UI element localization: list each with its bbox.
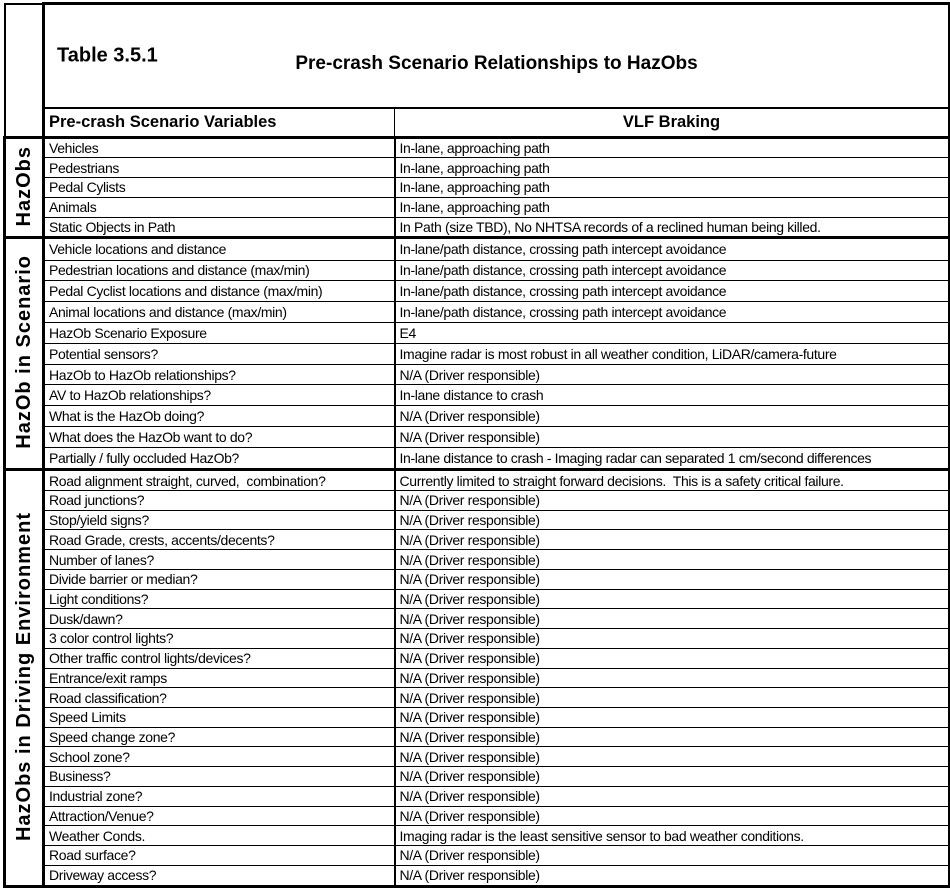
variable-cell: Pedestrians	[44, 158, 395, 178]
value-cell: In-lane/path distance, crossing path intercept avoidance	[395, 302, 950, 323]
value-cell: Imagine radar is most robust in all weather condition, LiDAR/camera-future	[395, 343, 950, 364]
value-cell: N/A (Driver responsible)	[395, 491, 950, 511]
variable-cell: Weather Conds.	[44, 826, 395, 846]
value-cell: N/A (Driver responsible)	[395, 609, 950, 629]
table-row	[5, 385, 950, 406]
table-row	[5, 747, 950, 767]
variable-cell: Animal locations and distance (max/min)	[44, 302, 395, 323]
variable-cell: Road Grade, crests, accents/decents?	[44, 530, 395, 550]
table-row	[5, 609, 950, 629]
value-cell: In-lane distance to crash - Imaging radar can separated 1 cm/second differences	[395, 447, 950, 469]
group-label-hazobs-in-driving-environment	[5, 470, 44, 887]
column-header-variables: Pre-crash Scenario Variables	[44, 108, 395, 137]
value-cell: In-lane, approaching path	[395, 137, 950, 158]
value-cell: N/A (Driver responsible)	[395, 629, 950, 649]
variable-cell: Driveway access?	[44, 865, 395, 886]
value-cell: N/A (Driver responsible)	[395, 727, 950, 747]
table-number-label: Table 3.5.1	[57, 44, 158, 67]
value-cell: N/A (Driver responsible)	[395, 406, 950, 427]
group-label-hazobs	[5, 137, 44, 238]
variable-cell: Stop/yield signs?	[44, 510, 395, 530]
table-row	[5, 510, 950, 530]
value-cell: N/A (Driver responsible)	[395, 530, 950, 550]
corner-spacer-cell	[5, 4, 44, 138]
variable-cell: Speed change zone?	[44, 727, 395, 747]
table-row	[5, 629, 950, 649]
value-cell: In-lane, approaching path	[395, 197, 950, 217]
table-body	[5, 4, 950, 887]
table-row	[5, 217, 950, 238]
variable-cell: Number of lanes?	[44, 550, 395, 570]
variable-cell: HazOb Scenario Exposure	[44, 322, 395, 343]
variable-cell: Light conditions?	[44, 589, 395, 609]
column-header-vlf-braking: VLF Braking	[395, 108, 950, 137]
precrash-table	[3, 2, 950, 888]
table-row	[5, 447, 950, 469]
value-cell: N/A (Driver responsible)	[395, 845, 950, 865]
value-cell: E4	[395, 322, 950, 343]
table-row	[5, 767, 950, 787]
value-cell: N/A (Driver responsible)	[395, 767, 950, 787]
value-cell: N/A (Driver responsible)	[395, 589, 950, 609]
variable-cell: HazOb to HazOb relationships?	[44, 364, 395, 385]
value-cell: Currently limited to straight forward decisions. This is a safety critical failure.	[395, 470, 950, 491]
group-label-text: HazObs	[13, 145, 35, 227]
value-cell: In-lane/path distance, crossing path intercept avoidance	[395, 260, 950, 281]
variable-cell: Static Objects in Path	[44, 217, 395, 238]
group-label-text: HazObs in Driving Environment	[13, 512, 35, 842]
variable-cell: What is the HazOb doing?	[44, 406, 395, 427]
title-cell	[44, 4, 950, 109]
variable-cell: Vehicle locations and distance	[44, 238, 395, 260]
table-row	[5, 648, 950, 668]
table-row	[5, 786, 950, 806]
table-row	[5, 406, 950, 427]
table-row	[5, 806, 950, 826]
table-row	[5, 137, 950, 158]
variable-cell: 3 color control lights?	[44, 629, 395, 649]
value-cell: In-lane/path distance, crossing path intercept avoidance	[395, 281, 950, 302]
table-row	[5, 427, 950, 448]
variable-cell: School zone?	[44, 747, 395, 767]
table-row	[5, 343, 950, 364]
table-row	[5, 470, 950, 491]
variable-cell: Pedestrian locations and distance (max/min)	[44, 260, 395, 281]
variable-cell: What does the HazOb want to do?	[44, 427, 395, 448]
table-row	[5, 260, 950, 281]
table-row	[5, 178, 950, 198]
value-cell: N/A (Driver responsible)	[395, 806, 950, 826]
variable-cell: AV to HazOb relationships?	[44, 385, 395, 406]
variable-cell: Divide barrier or median?	[44, 569, 395, 589]
table-row	[5, 589, 950, 609]
variable-cell: Pedal Cyclist locations and distance (max/min)	[44, 281, 395, 302]
table-row	[5, 281, 950, 302]
value-cell: N/A (Driver responsible)	[395, 550, 950, 570]
table-row	[5, 727, 950, 747]
variable-cell: Partially / fully occluded HazOb?	[44, 447, 395, 469]
table-row	[5, 688, 950, 708]
value-cell: N/A (Driver responsible)	[395, 688, 950, 708]
variable-cell: Road junctions?	[44, 491, 395, 511]
variable-cell: Road surface?	[44, 845, 395, 865]
table-row	[5, 238, 950, 260]
table-row	[5, 491, 950, 511]
variable-cell: Speed Limits	[44, 707, 395, 727]
value-cell: In-lane, approaching path	[395, 178, 950, 198]
value-cell: In-lane distance to crash	[395, 385, 950, 406]
table-row	[5, 322, 950, 343]
variable-cell: Road alignment straight, curved, combination?	[44, 470, 395, 491]
group-label-text: HazOb in Scenario	[13, 255, 35, 450]
variable-cell: Pedal Cylists	[44, 178, 395, 198]
value-cell: N/A (Driver responsible)	[395, 786, 950, 806]
table-title: Pre-crash Scenario Relationships to HazObs	[295, 53, 698, 74]
table-row	[5, 826, 950, 846]
table-row	[5, 302, 950, 323]
table-row	[5, 550, 950, 570]
variable-cell: Other traffic control lights/devices?	[44, 648, 395, 668]
value-cell: In Path (size TBD), No NHTSA records of a reclined human being killed.	[395, 217, 950, 238]
value-cell: In-lane, approaching path	[395, 158, 950, 178]
value-cell: N/A (Driver responsible)	[395, 510, 950, 530]
value-cell: In-lane/path distance, crossing path intercept avoidance	[395, 238, 950, 260]
value-cell: N/A (Driver responsible)	[395, 364, 950, 385]
value-cell: Imaging radar is the least sensitive sensor to bad weather conditions.	[395, 826, 950, 846]
table-row	[5, 707, 950, 727]
variable-cell: Vehicles	[44, 137, 395, 158]
variable-cell: Business?	[44, 767, 395, 787]
value-cell: N/A (Driver responsible)	[395, 569, 950, 589]
table-row	[5, 668, 950, 688]
value-cell: N/A (Driver responsible)	[395, 707, 950, 727]
group-label-hazob-in-scenario	[5, 238, 44, 470]
value-cell: N/A (Driver responsible)	[395, 648, 950, 668]
column-header-row	[5, 108, 950, 137]
variable-cell: Attraction/Venue?	[44, 806, 395, 826]
variable-cell: Industrial zone?	[44, 786, 395, 806]
value-cell: N/A (Driver responsible)	[395, 865, 950, 886]
table-row	[5, 845, 950, 865]
variable-cell: Dusk/dawn?	[44, 609, 395, 629]
value-cell: N/A (Driver responsible)	[395, 668, 950, 688]
table-row	[5, 197, 950, 217]
title-row	[5, 4, 950, 109]
table-row	[5, 364, 950, 385]
table-row	[5, 158, 950, 178]
table-row	[5, 569, 950, 589]
value-cell: N/A (Driver responsible)	[395, 427, 950, 448]
variable-cell: Animals	[44, 197, 395, 217]
variable-cell: Road classification?	[44, 688, 395, 708]
value-cell: N/A (Driver responsible)	[395, 747, 950, 767]
table-row	[5, 530, 950, 550]
variable-cell: Potential sensors?	[44, 343, 395, 364]
table-row	[5, 865, 950, 886]
variable-cell: Entrance/exit ramps	[44, 668, 395, 688]
